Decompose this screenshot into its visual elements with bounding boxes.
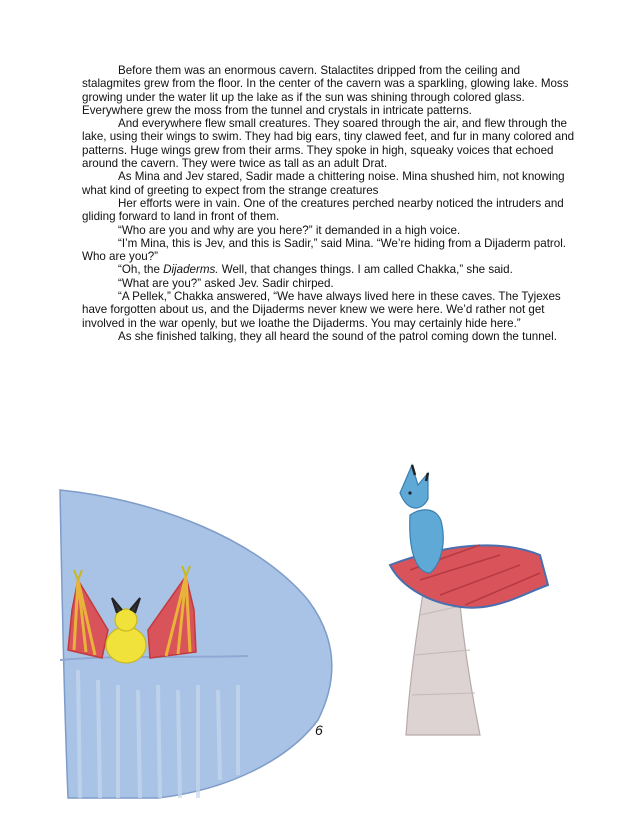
paragraph-6: “I’m Mina, this is Jev, and this is Sadir,” said Mina. “We’re hiding from a Dijaderm patrol. Who are you?” (82, 236, 567, 264)
cave-bat-illustration (38, 480, 358, 805)
creature-body (106, 627, 146, 663)
paragraph-1: Before them was an enormous cavern. Stalactites dripped from the ceiling and stalagmites grew from the floor. In the center of the cavern was a sparkling, glowing lake. Moss growing under the water lit up the lake as if the sun was shining through colored glass. Everywhere grew the moss from the tunnel and crystals in intricate patterns. (82, 64, 569, 117)
paragraph-9: “A Pellek,” Chakka answered, “We have always lived here in these caves. The Tyjexes have forgotten about us, and the Dijaderms never knew we were here. We’d rather not get involved in the war openly, but we loathe the Dijaderms. You may certainly hide here.” (82, 290, 561, 330)
paragraph-7-italic: Dijaderms. (163, 263, 219, 277)
paragraph-2: And everywhere flew small creatures. They soared through the air, and flew through the lake, using their wings to swim. They had big ears, tiny clawed feet, and fur in many colored and patterns. Huge wings grew from their arms. They spoke in high, squeaky voices that echoed around the cavern. They were twice as tall as an adult Drat. (82, 117, 575, 171)
creature-head (115, 609, 137, 631)
perched-creature-illustration (370, 455, 570, 745)
paragraph-10: As she finished talking, they all heard the sound of the patrol coming down the tunnel. (118, 329, 557, 343)
story-text (82, 64, 580, 343)
paragraph-4: Her efforts were in vain. One of the creatures perched nearby noticed the intruders and gliding forward to land in front of them. (82, 196, 564, 224)
paragraph-7 (82, 263, 580, 276)
eye (408, 491, 411, 494)
paragraph-7-end: Well, that changes things. I am called Chakka,” she said. (218, 263, 513, 277)
page-number: 6 (315, 722, 323, 738)
paragraph-3: As Mina and Jev stared, Sadir made a chittering noise. Mina shushed him, not knowing what kind of greeting to expect from the strange creatures (82, 170, 565, 197)
paragraph-8: “What are you?” asked Jev. Sadir chirped. (118, 276, 334, 290)
paragraph-7-start: “Oh, the (118, 263, 164, 277)
paragraph-5: “Who are you and why are you here?” it demanded in a high voice. (118, 223, 461, 237)
